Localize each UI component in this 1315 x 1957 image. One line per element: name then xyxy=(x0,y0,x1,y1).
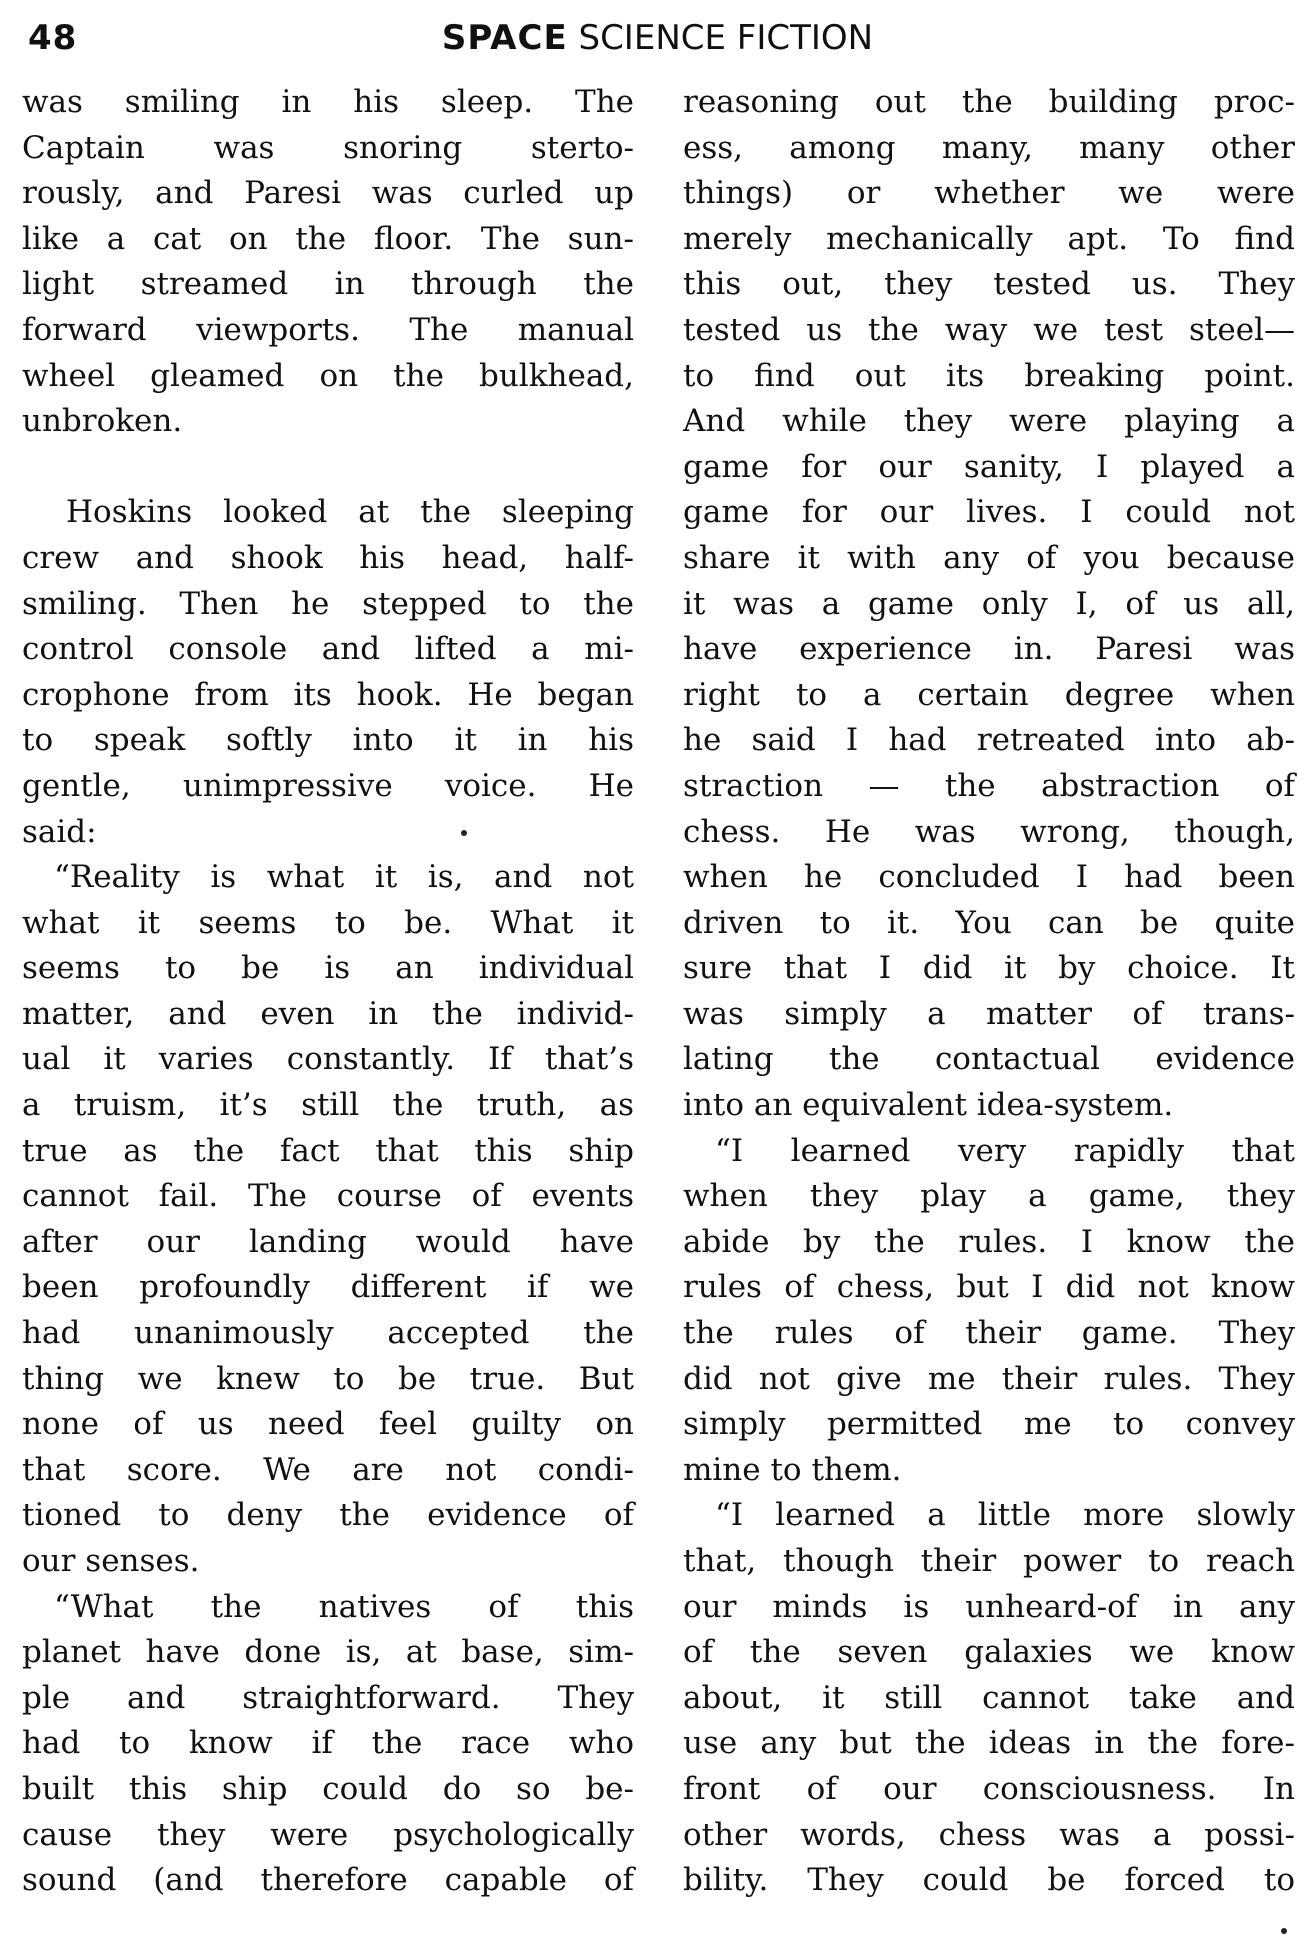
text-line: unbroken. xyxy=(22,403,183,440)
magazine-title-rest: SCIENCE FICTION xyxy=(578,18,874,58)
page-number: 48 xyxy=(28,18,78,58)
text-line: front of our consciousness. In xyxy=(683,1770,1295,1807)
text-line: reasoning out the building proc- xyxy=(683,84,1295,120)
text-line: things) or whether we were xyxy=(683,175,1295,212)
text-line: of the seven galaxies we know xyxy=(683,1634,1295,1671)
text-line: cannot fail. The course of events xyxy=(22,1178,634,1215)
text-line: And while they were playing a xyxy=(683,403,1295,440)
text-line: true as the fact that this ship xyxy=(22,1132,634,1169)
text-line: have experience in. Paresi was xyxy=(683,631,1295,668)
text-line: wheel gleamed on the bulkhead, xyxy=(22,357,634,394)
text-line: that, though their power to reach xyxy=(683,1543,1295,1579)
text-line: tested us the way we test steel— xyxy=(683,311,1295,348)
text-line: rously, and Paresi was curled up xyxy=(22,175,634,212)
text-line: driven to it. You can be quite xyxy=(683,904,1295,941)
text-line: game for our sanity, I played a xyxy=(683,448,1295,485)
text-line: that score. We are not condi- xyxy=(22,1451,634,1488)
text-line: crophone from its hook. He began xyxy=(22,676,634,713)
text-line: crew and shook his head, half- xyxy=(22,539,634,576)
text-line: “What the natives of this xyxy=(54,1588,634,1625)
text-line: cause they were psychologically xyxy=(22,1816,634,1853)
text-line: been profoundly different if we xyxy=(22,1269,634,1306)
text-line: rules of chess, but I did not know xyxy=(683,1269,1295,1306)
text-line: none of us need feel guilty on xyxy=(22,1406,634,1443)
text-line: lating the contactual evidence xyxy=(683,1041,1295,1078)
text-line: had unanimously accepted the xyxy=(22,1315,634,1352)
text-line: was simply a matter of trans- xyxy=(683,995,1295,1032)
text-line: Hoskins looked at the sleeping xyxy=(66,494,634,531)
text-line: after our landing would have xyxy=(22,1223,634,1260)
text-line: ple and straightforward. They xyxy=(22,1679,634,1716)
text-line: about, it still cannot take and xyxy=(683,1679,1295,1716)
text-line: was smiling in his sleep. The xyxy=(22,84,634,120)
text-line: merely mechanically apt. To find xyxy=(683,220,1295,257)
text-line: smiling. Then he stepped to the xyxy=(22,585,634,622)
text-line: did not give me their rules. They xyxy=(683,1360,1295,1397)
text-line: control console and lifted a mi- xyxy=(22,631,634,668)
paragraph-gap xyxy=(22,445,634,491)
text-line: gentle, unimpressive voice. He xyxy=(22,767,634,804)
text-line: into an equivalent idea-system. xyxy=(683,1087,1174,1124)
text-line: share it with any of you because xyxy=(683,539,1295,576)
text-line: a truism, it’s still the truth, as xyxy=(22,1087,634,1124)
print-speck xyxy=(461,830,467,836)
print-speck xyxy=(1281,1928,1287,1934)
left-column xyxy=(22,80,634,1904)
magazine-title-bold: SPACE xyxy=(441,18,568,58)
text-line: what it seems to be. What it xyxy=(22,904,634,941)
text-line: when they play a game, they xyxy=(683,1178,1295,1215)
text-line: to find out its breaking point. xyxy=(683,357,1295,394)
text-line: ess, among many, many other xyxy=(683,129,1295,166)
text-line: this out, they tested us. They xyxy=(683,266,1295,303)
text-line: game for our lives. I could not xyxy=(683,494,1295,531)
text-line: “I learned very rapidly that xyxy=(715,1132,1295,1169)
text-line: bility. They could be forced to xyxy=(683,1862,1295,1899)
text-line: right to a certain degree when xyxy=(683,676,1295,713)
text-line: Captain was snoring sterto- xyxy=(22,129,634,166)
text-line: thing we knew to be true. But xyxy=(22,1360,634,1397)
text-line: simply permitted me to convey xyxy=(683,1406,1295,1443)
text-line: it was a game only I, of us all, xyxy=(683,585,1295,622)
text-line: said: xyxy=(22,813,97,850)
text-line: matter, and even in the individ- xyxy=(22,995,634,1032)
text-line: our senses. xyxy=(22,1543,200,1579)
right-column xyxy=(683,80,1295,1904)
text-line: “Reality is what it is, and not xyxy=(54,859,634,896)
text-line: to speak softly into it in his xyxy=(22,722,634,759)
page-header xyxy=(28,12,1287,72)
running-head xyxy=(28,18,1287,58)
text-line: the rules of their game. They xyxy=(683,1315,1295,1352)
text-line: had to know if the race who xyxy=(22,1725,634,1762)
text-line: use any but the ideas in the fore- xyxy=(683,1725,1295,1762)
text-line: when he concluded I had been xyxy=(683,859,1295,896)
text-line: straction — the abstraction of xyxy=(683,767,1295,804)
text-line: mine to them. xyxy=(683,1451,902,1488)
text-line: our minds is unheard-of in any xyxy=(683,1588,1295,1625)
text-line: like a cat on the floor. The sun- xyxy=(22,220,634,257)
text-line: planet have done is, at base, sim- xyxy=(22,1634,634,1671)
text-line: tioned to deny the evidence of xyxy=(22,1497,634,1534)
text-line: seems to be is an individual xyxy=(22,950,634,987)
text-line: “I learned a little more slowly xyxy=(715,1497,1295,1534)
text-line: forward viewports. The manual xyxy=(22,311,634,348)
text-line: sound (and therefore capable of xyxy=(22,1862,634,1899)
text-line: sure that I did it by choice. It xyxy=(683,950,1295,987)
text-line: abide by the rules. I know the xyxy=(683,1223,1295,1260)
text-line: built this ship could do so be- xyxy=(22,1770,634,1807)
text-line: light streamed in through the xyxy=(22,266,634,303)
text-line: other words, chess was a possi- xyxy=(683,1816,1295,1853)
text-line: ual it varies constantly. If that’s xyxy=(22,1041,634,1078)
text-line: chess. He was wrong, though, xyxy=(683,813,1295,850)
text-line: he said I had retreated into ab- xyxy=(683,722,1295,759)
